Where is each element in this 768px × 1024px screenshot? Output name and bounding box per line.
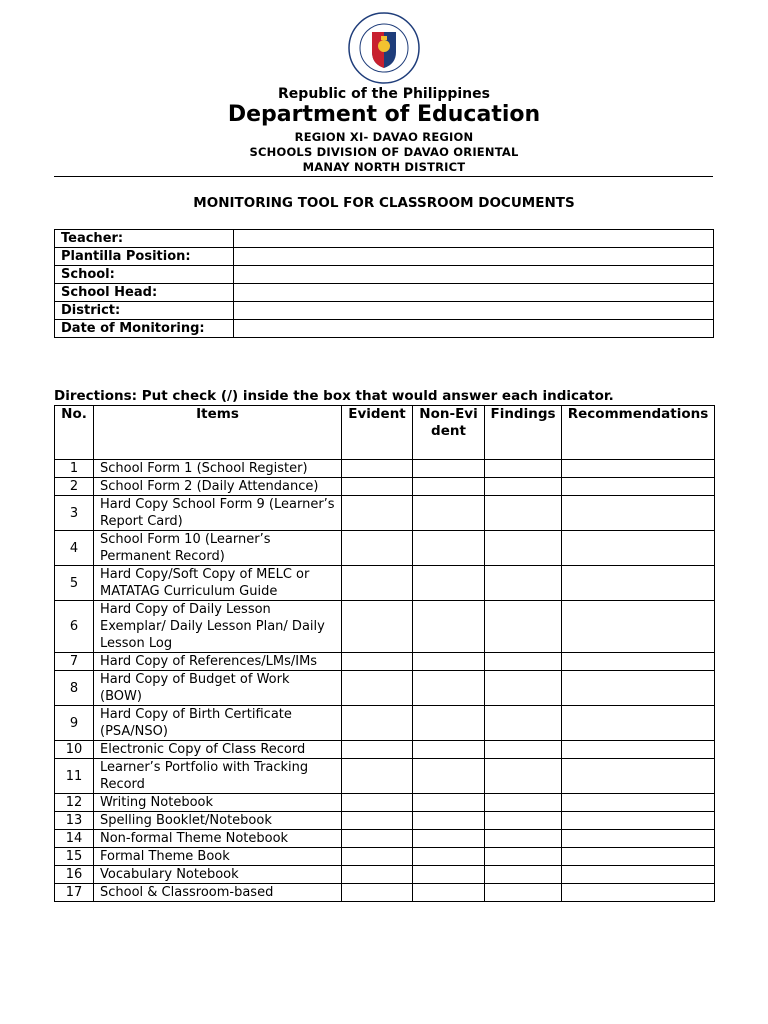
non-evident-cell[interactable] — [413, 531, 485, 566]
row-item: School Form 2 (Daily Attendance) — [94, 478, 342, 496]
info-value-field[interactable] — [234, 248, 714, 266]
table-row — [55, 812, 715, 830]
recommendations-cell[interactable] — [562, 812, 715, 830]
evident-cell[interactable] — [342, 741, 413, 759]
evident-cell[interactable] — [342, 866, 413, 884]
table-row — [55, 566, 715, 601]
row-item: Writing Notebook — [94, 794, 342, 812]
findings-cell[interactable] — [485, 848, 562, 866]
info-value-field[interactable] — [234, 230, 714, 248]
info-label: Plantilla Position: — [55, 248, 234, 266]
monitoring-table — [54, 405, 715, 902]
evident-cell[interactable] — [342, 706, 413, 741]
district-heading: MANAY NORTH DISTRICT — [302, 160, 466, 174]
row-number: 3 — [55, 496, 94, 531]
row-item: Hard Copy of Budget of Work (BOW) — [94, 671, 342, 706]
recommendations-cell[interactable] — [562, 866, 715, 884]
row-item: Formal Theme Book — [94, 848, 342, 866]
row-number: 2 — [55, 478, 94, 496]
row-number: 1 — [55, 460, 94, 478]
findings-cell[interactable] — [485, 830, 562, 848]
header-recommendations: Recommendations — [562, 406, 715, 460]
recommendations-cell[interactable] — [562, 794, 715, 812]
department-heading: Department of Education — [227, 102, 541, 127]
table-row — [55, 830, 715, 848]
findings-cell[interactable] — [485, 601, 562, 653]
row-item: Hard Copy of References/LMs/IMs — [94, 653, 342, 671]
row-item: Spelling Booklet/Notebook — [94, 812, 342, 830]
row-number: 4 — [55, 531, 94, 566]
non-evident-cell[interactable] — [413, 830, 485, 848]
document-title: MONITORING TOOL FOR CLASSROOM DOCUMENTS — [193, 195, 575, 211]
info-label: Date of Monitoring: — [55, 320, 234, 338]
row-number: 15 — [55, 848, 94, 866]
findings-cell[interactable] — [485, 759, 562, 794]
findings-cell[interactable] — [485, 706, 562, 741]
row-number: 11 — [55, 759, 94, 794]
non-evident-cell[interactable] — [413, 496, 485, 531]
recommendations-cell[interactable] — [562, 460, 715, 478]
non-evident-cell[interactable] — [413, 759, 485, 794]
non-evident-cell[interactable] — [413, 866, 485, 884]
row-number: 7 — [55, 653, 94, 671]
header-findings: Findings — [485, 406, 562, 460]
table-row — [55, 866, 715, 884]
findings-cell[interactable] — [485, 496, 562, 531]
table-row — [55, 706, 715, 741]
evident-cell[interactable] — [342, 830, 413, 848]
evident-cell[interactable] — [342, 601, 413, 653]
row-item: Electronic Copy of Class Record — [94, 741, 342, 759]
evident-cell[interactable] — [342, 884, 413, 902]
non-evident-cell[interactable] — [413, 653, 485, 671]
recommendations-cell[interactable] — [562, 566, 715, 601]
row-item: School Form 1 (School Register) — [94, 460, 342, 478]
recommendations-cell[interactable] — [562, 830, 715, 848]
recommendations-cell[interactable] — [562, 741, 715, 759]
evident-cell[interactable] — [342, 671, 413, 706]
row-number: 10 — [55, 741, 94, 759]
row-number: 14 — [55, 830, 94, 848]
non-evident-cell[interactable] — [413, 884, 485, 902]
row-item: School Form 10 (Learner’s Permanent Record) — [94, 531, 342, 566]
non-evident-cell[interactable] — [413, 601, 485, 653]
info-row — [55, 266, 714, 284]
evident-cell[interactable] — [342, 848, 413, 866]
teacher-info-table — [54, 229, 714, 338]
row-item: School & Classroom-based — [94, 884, 342, 902]
info-value-field[interactable] — [234, 320, 714, 338]
info-row — [55, 248, 714, 266]
findings-cell[interactable] — [485, 794, 562, 812]
row-number: 5 — [55, 566, 94, 601]
evident-cell[interactable] — [342, 496, 413, 531]
findings-cell[interactable] — [485, 671, 562, 706]
table-row — [55, 653, 715, 671]
region-heading: REGION XI- DAVAO REGION — [294, 130, 474, 144]
info-value-field[interactable] — [234, 284, 714, 302]
non-evident-cell[interactable] — [413, 671, 485, 706]
info-row — [55, 284, 714, 302]
findings-cell[interactable] — [485, 460, 562, 478]
findings-cell[interactable] — [485, 884, 562, 902]
findings-cell[interactable] — [485, 866, 562, 884]
recommendations-cell[interactable] — [562, 531, 715, 566]
evident-cell[interactable] — [342, 794, 413, 812]
recommendations-cell[interactable] — [562, 706, 715, 741]
evident-cell[interactable] — [342, 653, 413, 671]
division-heading: SCHOOLS DIVISION OF DAVAO ORIENTAL — [249, 145, 519, 159]
header-no: No. — [55, 406, 94, 460]
table-row — [55, 794, 715, 812]
evident-cell[interactable] — [342, 460, 413, 478]
row-item: Learner’s Portfolio with Tracking Record — [94, 759, 342, 794]
recommendations-cell[interactable] — [562, 848, 715, 866]
table-row — [55, 884, 715, 902]
evident-cell[interactable] — [342, 478, 413, 496]
info-value-field[interactable] — [234, 302, 714, 320]
header-evident: Evident — [342, 406, 413, 460]
table-row — [55, 759, 715, 794]
info-label: District: — [55, 302, 234, 320]
findings-cell[interactable] — [485, 741, 562, 759]
recommendations-cell[interactable] — [562, 601, 715, 653]
table-row — [55, 741, 715, 759]
non-evident-cell[interactable] — [413, 706, 485, 741]
table-row — [55, 531, 715, 566]
recommendations-cell[interactable] — [562, 478, 715, 496]
row-number: 17 — [55, 884, 94, 902]
row-item: Hard Copy School Form 9 (Learner’s Report Card) — [94, 496, 342, 531]
row-number: 8 — [55, 671, 94, 706]
table-row — [55, 460, 715, 478]
header-items: Items — [94, 406, 342, 460]
findings-cell[interactable] — [485, 653, 562, 671]
evident-cell[interactable] — [342, 531, 413, 566]
table-row — [55, 601, 715, 653]
non-evident-cell[interactable] — [413, 812, 485, 830]
non-evident-cell[interactable] — [413, 848, 485, 866]
row-number: 16 — [55, 866, 94, 884]
info-label: School Head: — [55, 284, 234, 302]
findings-cell[interactable] — [485, 812, 562, 830]
table-header-row — [55, 406, 715, 460]
recommendations-cell[interactable] — [562, 496, 715, 531]
non-evident-cell[interactable] — [413, 794, 485, 812]
recommendations-cell[interactable] — [562, 759, 715, 794]
non-evident-cell[interactable] — [413, 460, 485, 478]
recommendations-cell[interactable] — [562, 884, 715, 902]
row-number: 9 — [55, 706, 94, 741]
table-row — [55, 496, 715, 531]
info-value-field[interactable] — [234, 266, 714, 284]
deped-seal-logo — [348, 12, 420, 84]
row-number: 12 — [55, 794, 94, 812]
republic-heading: Republic of the Philippines — [278, 86, 490, 102]
recommendations-cell[interactable] — [562, 653, 715, 671]
findings-cell[interactable] — [485, 478, 562, 496]
info-row — [55, 302, 714, 320]
evident-cell[interactable] — [342, 759, 413, 794]
table-row — [55, 848, 715, 866]
row-item: Vocabulary Notebook — [94, 866, 342, 884]
info-label: School: — [55, 266, 234, 284]
findings-cell[interactable] — [485, 531, 562, 566]
table-row — [55, 478, 715, 496]
header-non-evident: Non-Evident — [413, 406, 485, 460]
info-row — [55, 230, 714, 248]
row-item: Non-formal Theme Notebook — [94, 830, 342, 848]
table-row — [55, 671, 715, 706]
non-evident-cell[interactable] — [413, 566, 485, 601]
evident-cell[interactable] — [342, 566, 413, 601]
findings-cell[interactable] — [485, 566, 562, 601]
non-evident-cell[interactable] — [413, 741, 485, 759]
recommendations-cell[interactable] — [562, 671, 715, 706]
row-item: Hard Copy/Soft Copy of MELC or MATATAG Curriculum Guide — [94, 566, 342, 601]
info-label: Teacher: — [55, 230, 234, 248]
header-divider — [54, 176, 713, 177]
row-item: Hard Copy of Birth Certificate (PSA/NSO) — [94, 706, 342, 741]
row-item: Hard Copy of Daily Lesson Exemplar/ Daily Lesson Plan/ Daily Lesson Log — [94, 601, 342, 653]
row-number: 13 — [55, 812, 94, 830]
directions-text: Directions: Put check (/) inside the box that would answer each indicator. — [54, 388, 614, 404]
info-row — [55, 320, 714, 338]
evident-cell[interactable] — [342, 812, 413, 830]
non-evident-cell[interactable] — [413, 478, 485, 496]
row-number: 6 — [55, 601, 94, 653]
